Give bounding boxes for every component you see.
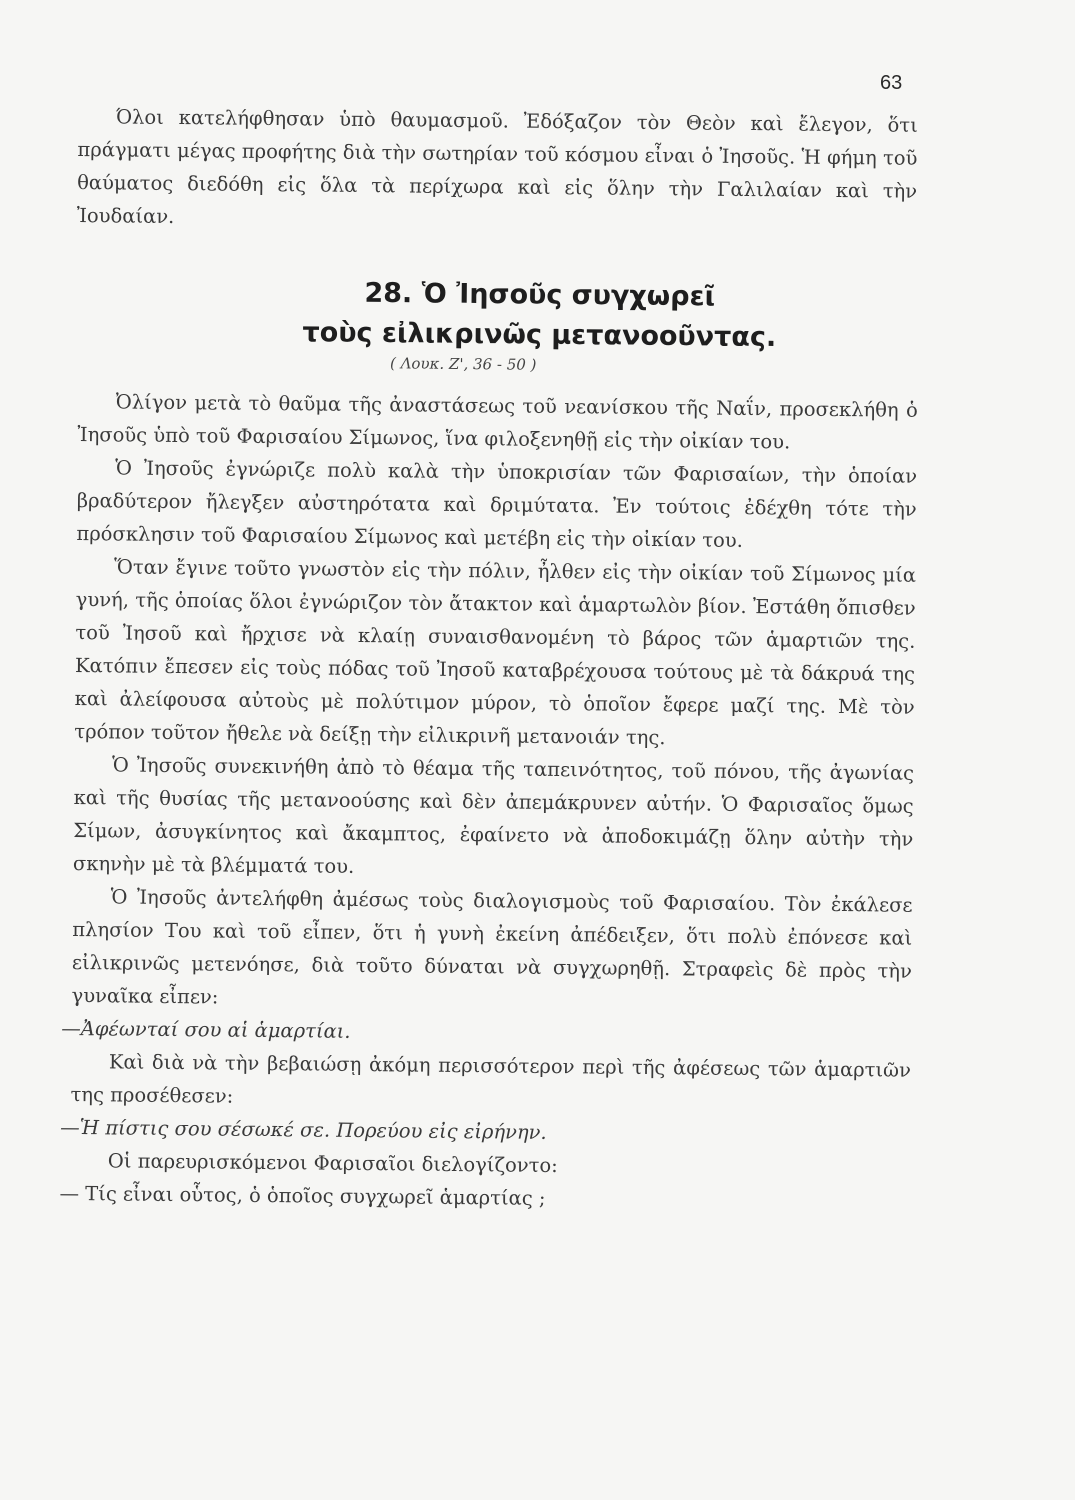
quote-forgiveness: —Ἀφέωνταί σου αἱ ἁμαρτίαι. [61, 1016, 351, 1043]
chapter-body [59, 385, 918, 1219]
body-paragraph: Ὁ Ἰησοῦς ἐγνώριζε πολὺ καλὰ τὴν ὑποκρισίαν τῶν Φαρισαίων, τὴν ὁποίαν βραδύτερον ἤλεγξεν αὐστηρότατα καὶ δριμύτατα. Ἐν τούτοις ἐδέχθη τότε τὴν πρόσκλησιν τοῦ Φαρισαίου Σίμωνος καὶ μετέβη εἰς τὴν οἰκίαν του. [76, 456, 918, 552]
body-paragraph: Καὶ διὰ νὰ τὴν βεβαιώσῃ ἀκόμη περισσότερον περὶ τῆς ἀφέσεως τῶν ἁμαρτιῶν της προσέθεσεν: [70, 1050, 911, 1108]
quote-faith: —Ἡ πίστις σου σέσωκέ σε. Πορεύου εἰς εἰρήνην. [60, 1115, 547, 1144]
page-number: 63 [880, 72, 903, 94]
intro-paragraph: Όλοι κατελήφθησαν ὑπὸ θαυμασμοῦ. Ἐδόξαζον τὸν Θεὸν καὶ ἔλεγον, ὅτι πράγματι μέγας προφήτης διὰ τὴν σωτηρίαν τοῦ κόσμου εἶναι ὁ Ἰησοῦς. Ἡ φήμη τοῦ θαύματος διεδόθη εἰς ὅλα τὰ περίχωρα καὶ εἰς ὅλην τὴν Γαλιλαίαν καὶ τὴν Ἰουδαίαν. [76, 105, 918, 229]
body-paragraph: Ὅταν ἔγινε τοῦτο γνωστὸν εἰς τὴν πόλιν, ἦλθεν εἰς τὴν οἰκίαν τοῦ Σίμωνος μία γυνή, τῆς ὁποίας ὅλοι ἐγνώριζον τὸν ἄτακτον καὶ ἁμαρτωλὸν βίον. Ἐστάθη ὄπισθεν τοῦ Ἰησοῦ καὶ ἤρχισε νὰ κλαίῃ συναισθανομένη τὸ βάρος τῶν ἁμαρτιῶν της. Κατόπιν ἔπεσεν εἰς τοὺς πόδας τοῦ Ἰησοῦ καταβρέχουσα τούτους μὲ τὰ δάκρυά της καὶ ἀλείφουσα αὐτοὺς μὲ πολύτιμον μύρον, τὸ ὁποῖον ἔφερε μαζί της. Μὲ τὸν τρόπον τοῦτον ἤθελε νὰ δείξῃ τὴν εἰλικρινῆ μετανοιάν της. [74, 555, 917, 750]
body-paragraph: Οἱ παρευρισκόμενοι Φαρισαῖοι διελογίζοντο: [107, 1149, 558, 1178]
scripture-reference: ( Λουκ. Ζ', 36 - 50 ) [389, 354, 537, 374]
chapter-title-line-1: 28. Ὁ Ἰησοῦς συγχωρεῖ [364, 277, 716, 313]
quote-question: — Τίς εἶναι οὗτος, ὁ ὁποῖος συγχωρεῖ ἁμαρτίας ; [59, 1181, 546, 1210]
body-paragraph: Ὁ Ἰησοῦς ἀντελήφθη ἀμέσως τοὺς διαλογισμοὺς τοῦ Φαρισαίου. Τὸν ἐκάλεσε πλησίον Του καὶ τοῦ εἶπεν, ὅτι ἡ γυνὴ ἐκείνη ἀπέδειξεν, ὅτι πολὺ ἐπόνεσε καὶ εἰλικρινῶς μετενόησε, διὰ τοῦτο δύναται νὰ συγχωρηθῇ. Στραφεὶς δὲ πρὸς τὴν γυναῖκα εἶπεν: [71, 885, 913, 1009]
intro-text [77, 100, 918, 241]
body-paragraph: Ὁ Ἰησοῦς συνεκινήθη ἀπὸ τὸ θέαμα τῆς ταπεινότητος, τοῦ πόνου, τῆς ἀγωνίας καὶ τῆς θυσίας τῆς μετανοούσης καὶ δὲν ἀπεμάκρυνεν αὐτήν. Ὁ Φαρισαῖος ὅμως Σίμων, ἀσυγκίνητος καὶ ἄκαμπτος, ἐφαίνετο νὰ ἀποδοκιμάζῃ ὅλην αὐτὴν τὴν σκηνὴν μὲ τὰ βλέμματά του. [72, 753, 915, 878]
chapter-title [199, 272, 880, 359]
chapter-title-line-2: τοὺς εἰλικρινῶς μετανοοῦντας. [302, 317, 777, 354]
body-paragraph: Ὀλίγον μετὰ τὸ θαῦμα τῆς ἀναστάσεως τοῦ νεανίσκου τῆς Ναΐν, προσεκλήθη ὁ Ἰησοῦς ὑπὸ τοῦ Φαρισαίου Σίμωνος, ἵνα φιλοξενηθῇ εἰς τὴν οἰκίαν του. [77, 390, 918, 454]
